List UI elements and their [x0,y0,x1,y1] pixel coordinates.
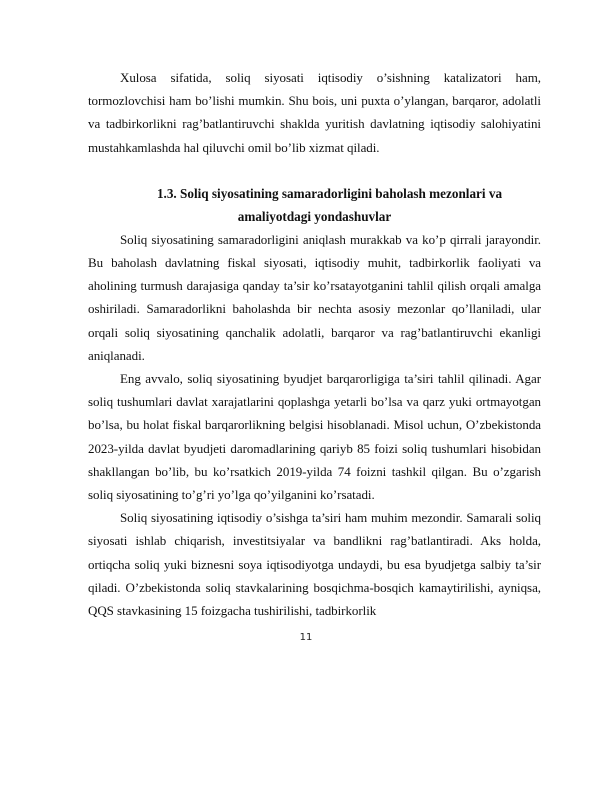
section-heading-line2: amaliyotdagi yondashuvlar [237,208,392,224]
section-heading-line1: 1.3. Soliq siyosatining samaradorligini baholash mezonlari va [156,185,503,201]
conclusion-paragraph: Xulosa sifatida, soliq siyosati iqtisodiy o’sishning katalizatori ham, tormozlovchisi ham bo’lishi mumkin. Shu bois, uni puxta o’ylangan, barqaror, adolatli va tadbirkorlikni rag’batlantiruvchi shaklda yuritish davlatning iqtisodiy salohiyatini mustahkamlashda hal qiluvchi omil bo’lib xizmat qiladi. [88,70,541,155]
body-paragraph-3: Soliq siyosatining iqtisodiy o’sishga ta’siri ham muhim mezondir. Samarali soliq siyosati ishlab chiqarish, investitsiyalar va bandlikni rag’batlantiradi. Aks holda, ortiqcha soliq yuki biznesni soya iqtisodiyotga undaydi, bu esa byudjetga salbiy ta’sir qiladi. O’zbekistonda soliq stavkalarining bosqichma-bosqich kamaytirilishi, ayniqsa, QQS stavkasining 15 foizgacha tushirilishi, tadbirkorlik [88,510,541,619]
page-number: 11 [299,632,313,643]
section-heading [88,182,541,228]
body-paragraph-1: Soliq siyosatining samaradorligini aniqlash murakkab va ko’p qirrali jarayondir. Bu baholash davlatning fiskal siyosati, iqtisodiy muhit, tadbirkorlik faoliyati va aholining turmush darajasiga qanday ta’sir ko’rsatayotganini tahlil qilish orqali amalga oshiriladi. Samaradorlikni baholashda bir nechta asosiy mezonlar qo’llaniladi, ular orqali soliq siyosatining qanchalik adolatli, barqaror va rag’batlantiruvchi ekanligi aniqlanadi. [88,231,541,363]
document-page [88,66,541,622]
blank-line [88,159,541,182]
body-paragraph-2: Eng avvalo, soliq siyosatining byudjet barqarorligiga ta’siri tahlil qilinadi. Agar soliq tushumlari davlat xarajatlarini qoplashga yetarli bo’lsa va qarz yuki ortmayotgan bo’lsa, bu holat fiskal barqarorlikning belgisi hisoblanadi. Misol uchun, O’zbekistonda 2023-yilda davlat byudjeti daromadlarining qariyb 85 foizi soliq tushumlari hisobidan shakllangan bo’lib, bu ko’rsatkich 2019-yilda 74 foizni tashkil qilgan. Bu o’zgarish soliq siyosatining to’g’ri yo’lga qo’yilganini ko’rsatadi. [88,371,541,503]
